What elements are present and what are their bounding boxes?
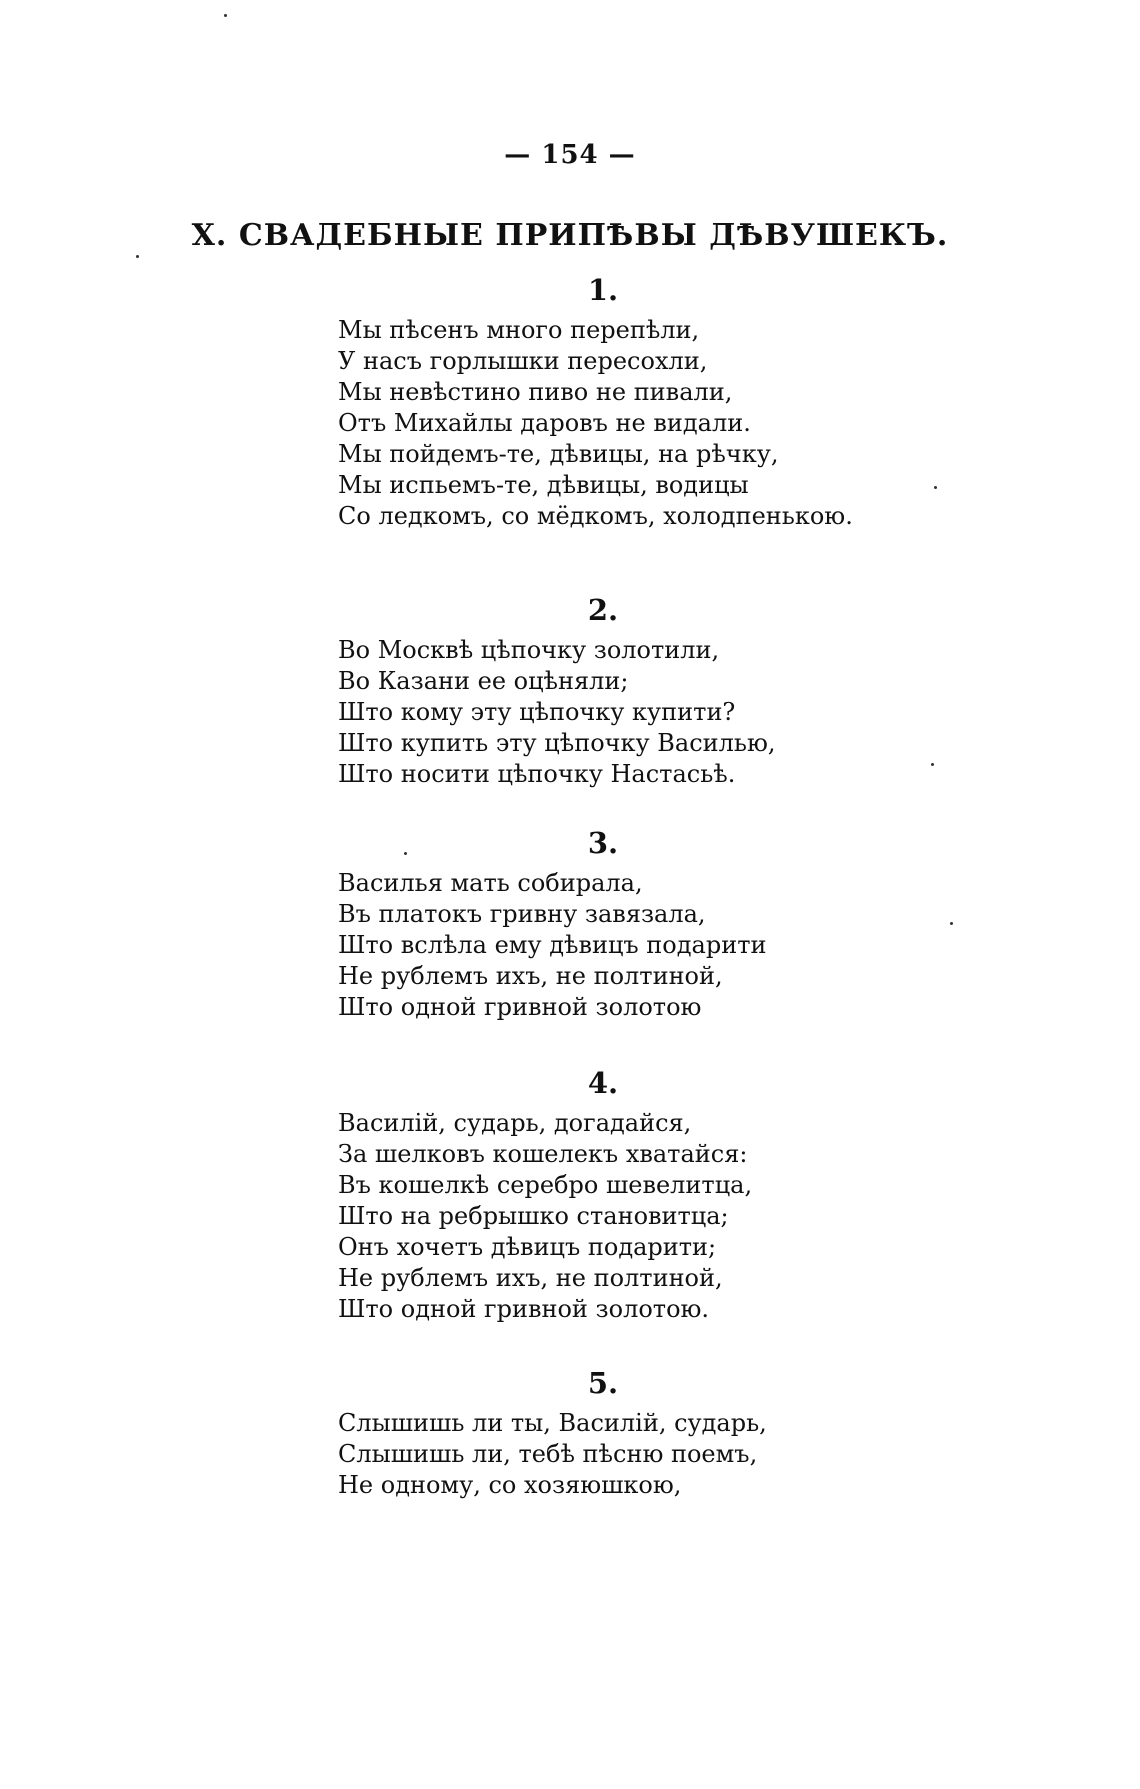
scan-speck [934,486,937,489]
stanza-number: 5. [587,1366,619,1400]
verse-line: Отъ Михайлы даровъ не видали. [338,409,751,437]
verse-line: Не рублемъ ихъ, не полтиной, [338,962,723,990]
verse-line: Не одному, со хозяюшкою, [338,1471,682,1499]
verse-line: Слышишь ли, тебѣ пѣсню поемъ, [338,1440,758,1468]
stanza-number: 4. [587,1066,619,1100]
verse-line: Што вслѣла ему дѣвицъ подарити [338,931,767,959]
verse-line: Во Казани ее оцѣняли; [338,667,629,695]
scan-speck [136,255,139,258]
verse-line: За шелковъ кошелекъ хватайся: [338,1140,748,1168]
page-number: — 154 — [504,140,636,170]
verse-line: Што одной гривной золотою [338,993,702,1021]
stanza-3 [338,818,1038,1023]
verse-line: Мы испьемъ-те, дѣвицы, водицы [338,471,749,499]
stanza-4 [338,1058,1038,1325]
section-title: X. СВАДЕБНЫЕ ПРИПѢВЫ ДѢВУШЕКЪ. [191,218,949,253]
scan-speck [404,852,407,855]
verse-line: Въ кошелкѣ серебро шевелитца, [338,1171,753,1199]
stanza-number: 3. [587,826,619,860]
verse-lines [338,1408,1038,1501]
verse-lines [338,868,1038,1023]
verse-line: Што кому эту цѣпочку купити? [338,698,736,726]
verse-line: Мы невѣстино пиво не пивали, [338,378,733,406]
verse-line: Со ледкомъ, со мёдкомъ, холодпенькою. [338,502,853,530]
stanza-5 [338,1358,1038,1501]
stanza-number: 2. [587,593,619,627]
stanza-number: 1. [587,273,619,307]
stanza-1 [338,265,1038,532]
verse-lines [338,1108,1038,1325]
verse-line: Што на ребрышко становитца; [338,1202,729,1230]
verse-line: Въ платокъ гривну завязала, [338,900,706,928]
verse-line: Слышишь ли ты, Василій, сударь, [338,1409,767,1437]
scan-speck [950,922,953,925]
verse-lines [338,635,1038,790]
verse-lines [338,315,1038,532]
verse-line: Мы пойдемъ-те, дѣвицы, на рѣчку, [338,440,779,468]
scan-speck [224,14,227,17]
verse-line: Василья мать собирала, [338,869,643,897]
verse-line: Василій, сударь, догадайся, [338,1109,692,1137]
scan-speck [931,763,934,766]
verse-line: Што купить эту цѣпочку Василью, [338,729,776,757]
verse-line: У насъ горлышки пересохли, [338,347,708,375]
verse-line: Во Москвѣ цѣпочку золотили, [338,636,720,664]
verse-line: Не рублемъ ихъ, не полтиной, [338,1264,723,1292]
verse-line: Онъ хочетъ дѣвицъ подарити; [338,1233,717,1261]
verse-line: Што одной гривной золотою. [338,1295,710,1323]
verse-line: Што носити цѣпочку Настасьѣ. [338,760,736,788]
stanza-2 [338,585,1038,790]
verse-line: Мы пѣсенъ много перепѣли, [338,316,700,344]
